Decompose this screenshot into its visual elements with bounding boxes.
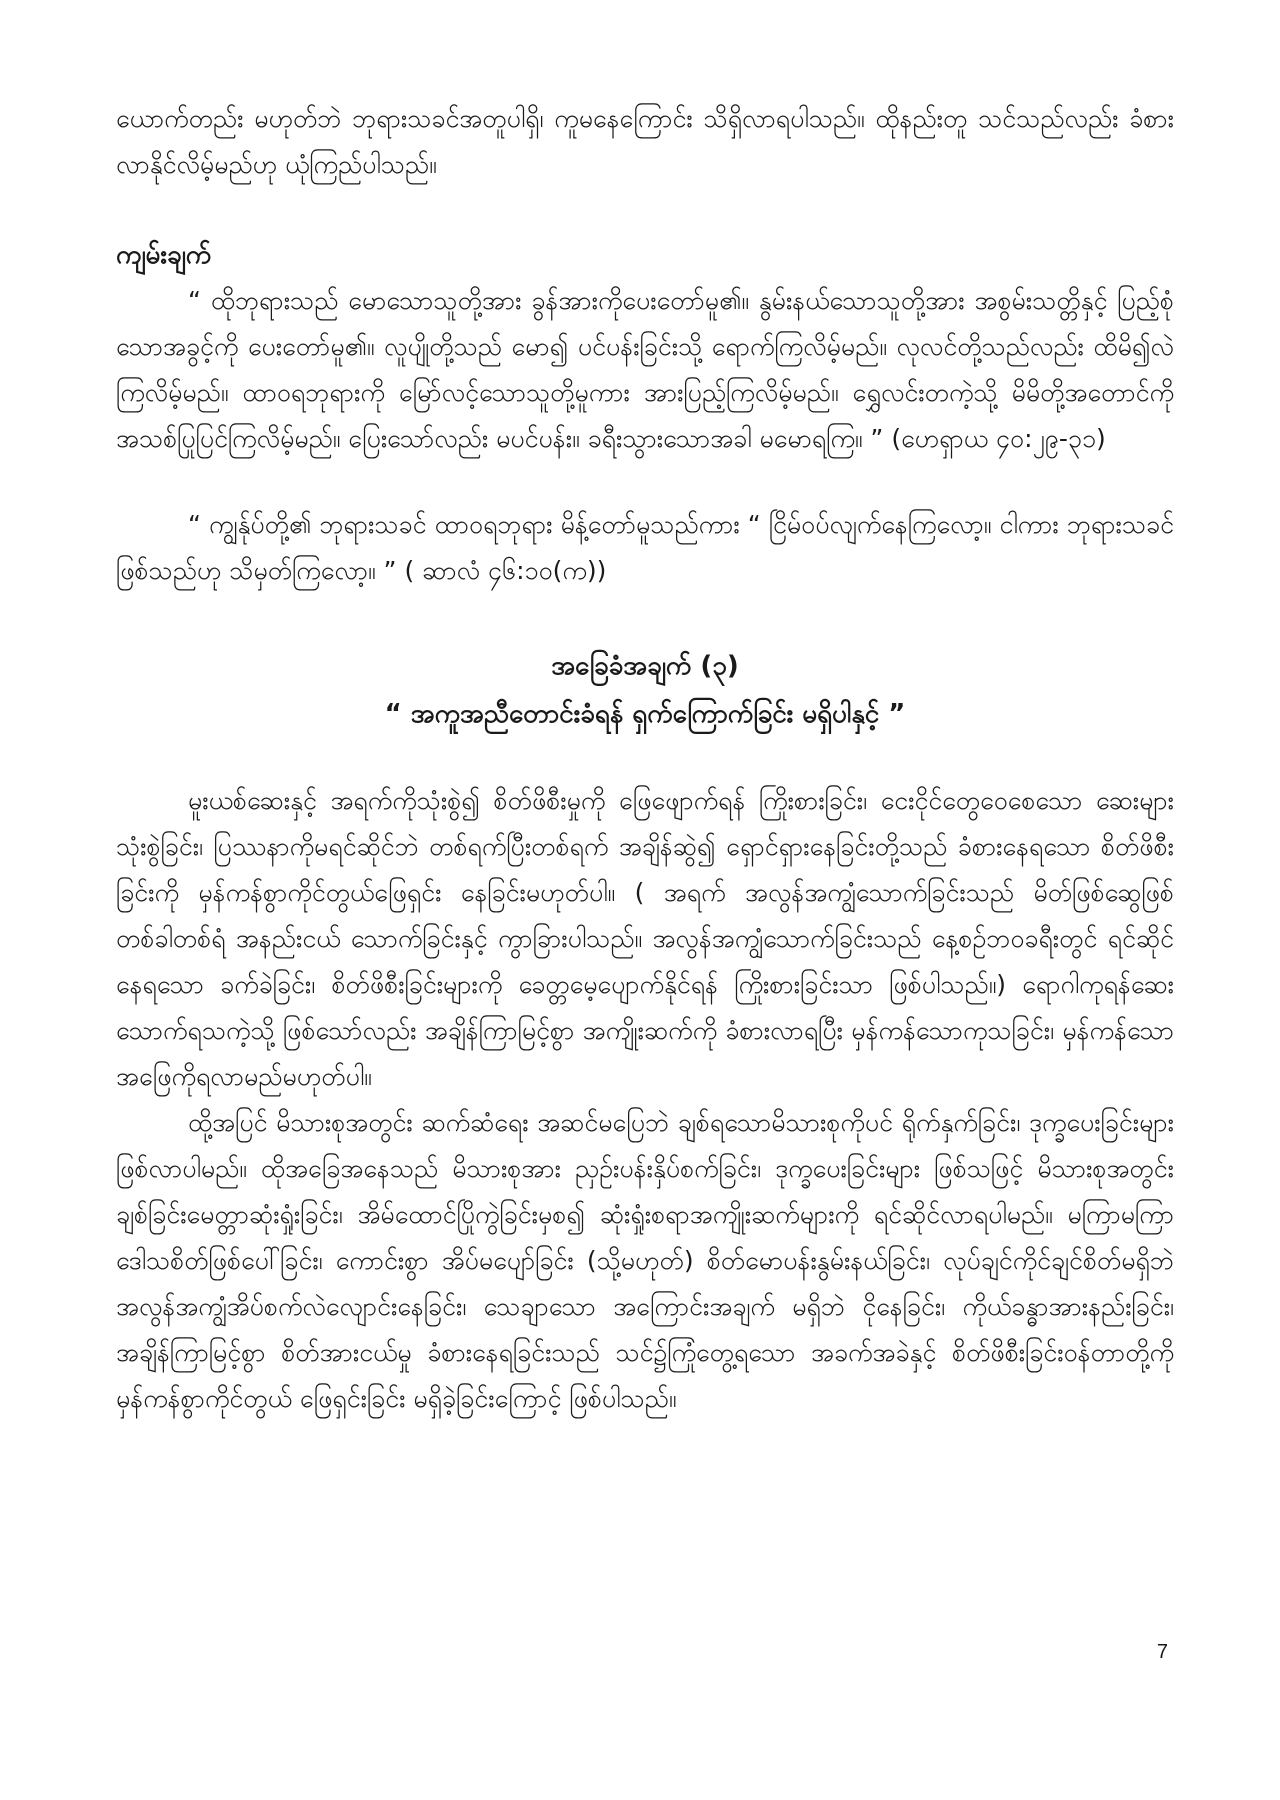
principle-subtitle: “ အကူအညီတောင်းခံရန် ရှက်ကြောက်ခြင်း မရှိပါနှင့် ” [384, 699, 906, 729]
page-number: 7 [1156, 1641, 1168, 1663]
intro-paragraph: ယောက်တည်း မဟုတ်ဘဲ ဘုရားသခင်အတူပါရှိ၊ ကူမနေကြောင်း သိရှိလာရပါသည်။ ထိုနည်းတူ သင်သည်လည်း ခံစားလာနိုင်လိမ့်မည်ဟု ယုံကြည်ပါသည်။ [116, 104, 1174, 179]
body-paragraph-1: မူးယစ်ဆေးနှင့် အရက်ကိုသုံးစွဲ၍ စိတ်ဖိစီးမှုကို ဖြေဖျောက်ရန် ကြိုးစားခြင်း၊ ငေးငိုင်တွေဝေစေသော ဆေးများသုံးစွဲခြင်း၊ ပြဿနာကိုမရင်ဆိုင်ဘဲ တစ်ရက်ပြီးတစ်ရက် အချိန်ဆွဲ၍ ရှောင်ရှားနေခြင်းတို့သည် ခံစားနေရသော စိတ်ဖိစီးခြင်းကို မှန်ကန်စွာကိုင်တွယ်ဖြေရှင်း နေခြင်းမဟုတ်ပါ။ ( အရက် အလွန်အကျွံသောက်ခြင်းသည် မိတ်ဖြစ်ဆွေဖြစ် တစ်ခါတစ်ရံ အနည်းငယ် သောက်ခြင်းနှင့် ကွာခြားပါသည်။ အလွန်အကျွံသောက်ခြင်းသည် နေ့စဉ်ဘဝခရီးတွင် ရင်ဆိုင်နေရသော ခက်ခဲခြင်း၊ စိတ်ဖိစီးခြင်းများကို ခေတ္တမေ့ပျောက်နိုင်ရန် ကြိုးစားခြင်းသာ ဖြစ်ပါသည်။) ရောဂါကုရန်ဆေးသောက်ရသကဲ့သို့ ဖြစ်သော်လည်း အချိန်ကြာမြင့်စွာ အကျိုးဆက်ကို ခံစားလာရပြီး မှန်ကန်သောကုသခြင်း၊ မှန်ကန်သော အဖြေကိုရလာမည်မဟုတ်ပါ။ [116, 786, 1174, 1091]
scripture-quote-psalm: “ ကျွန်ုပ်တို့၏ ဘုရားသခင် ထာဝရဘုရား မိန့်တော်မူသည်ကား “ ငြိမ်ဝပ်လျက်နေကြလော့။ ငါကား ဘုရားသခင်ဖြစ်သည်ဟု သိမှတ်ကြလော့။ ” ( ဆာလံ ၄၆:၁၀(က)) [116, 510, 1174, 585]
principle-heading: အခြေခံအချက် (၃) [551, 651, 739, 681]
scripture-quote-isaiah: “ ထိုဘုရားသည် မောသောသူတို့အား ခွန်အားကိုပေးတော်မူ၏။ နွမ်းနယ်သောသူတို့အား အစွမ်းသတ္တိနှင့် ပြည့်စုံသောအခွင့်ကို ပေးတော်မူ၏။ လူပျိုတို့သည် မော၍ ပင်ပန်းခြင်းသို့ ရောက်ကြလိမ့်မည်။ လုလင်တို့သည်လည်း ထိမိ၍လဲကြလိမ့်မည်။ ထာဝရဘုရားကို မြော်လင့်သောသူတို့မူကား အားပြည့်ကြလိမ့်မည်။ ရွှေလင်းတကဲ့သို့ မိမိတို့အတောင်ကို အသစ်ပြုပြင်ကြလိမ့်မည်။ ပြေးသော်လည်း မပင်ပန်း။ ခရီးသွားသောအခါ မမောရကြ။ ” (ဟေရှာယ ၄၀:၂၉-၃၁) [116, 286, 1174, 453]
section-heading-scripture: ကျမ်းချက် [116, 240, 212, 270]
body-paragraph-2: ထို့အပြင် မိသားစုအတွင်း ဆက်ဆံရေး အဆင်မပြေဘဲ ချစ်ရသောမိသားစုကိုပင် ရိုက်နှက်ခြင်း၊ ဒုက္ခပေးခြင်းများဖြစ်လာပါမည်။ ထိုအခြေအနေသည် မိသားစုအား ညှဉ်းပန်းနှိပ်စက်ခြင်း၊ ဒုက္ခပေးခြင်းများ ဖြစ်သဖြင့် မိသားစုအတွင်း ချစ်ခြင်းမေတ္တာဆုံးရှုံးခြင်း၊ အိမ်ထောင်ပြိုကွဲခြင်းမှစ၍ ဆုံးရှုံးစရာအကျိုးဆက်များကို ရင်ဆိုင်လာရပါမည်။ မကြာမကြာ ဒေါသစိတ်ဖြစ်ပေါ်ခြင်း၊ ကောင်းစွာ အိပ်မပျော်ခြင်း (သို့မဟုတ်) စိတ်မောပန်းနွမ်းနယ်ခြင်း၊ လုပ်ချင်ကိုင်ချင်စိတ်မရှိဘဲ အလွန်အကျွံအိပ်စက်လဲလျောင်းနေခြင်း၊ သေချာသော အကြောင်းအချက် မရှိဘဲ ငိုနေခြင်း၊ ကိုယ်ခန္ဓာအားနည်းခြင်း၊ အချိန်ကြာမြင့်စွာ စိတ်အားငယ်မှု ခံစားနေရခြင်းသည် သင်၌ကြုံတွေ့ရသော အခက်အခဲနှင့် စိတ်ဖိစီးခြင်းဝန်တာတို့ကို မှန်ကန်စွာကိုင်တွယ် ဖြေရှင်းခြင်း မရှိခဲ့ခြင်းကြောင့် ဖြစ်ပါသည်။ [116, 1108, 1174, 1413]
